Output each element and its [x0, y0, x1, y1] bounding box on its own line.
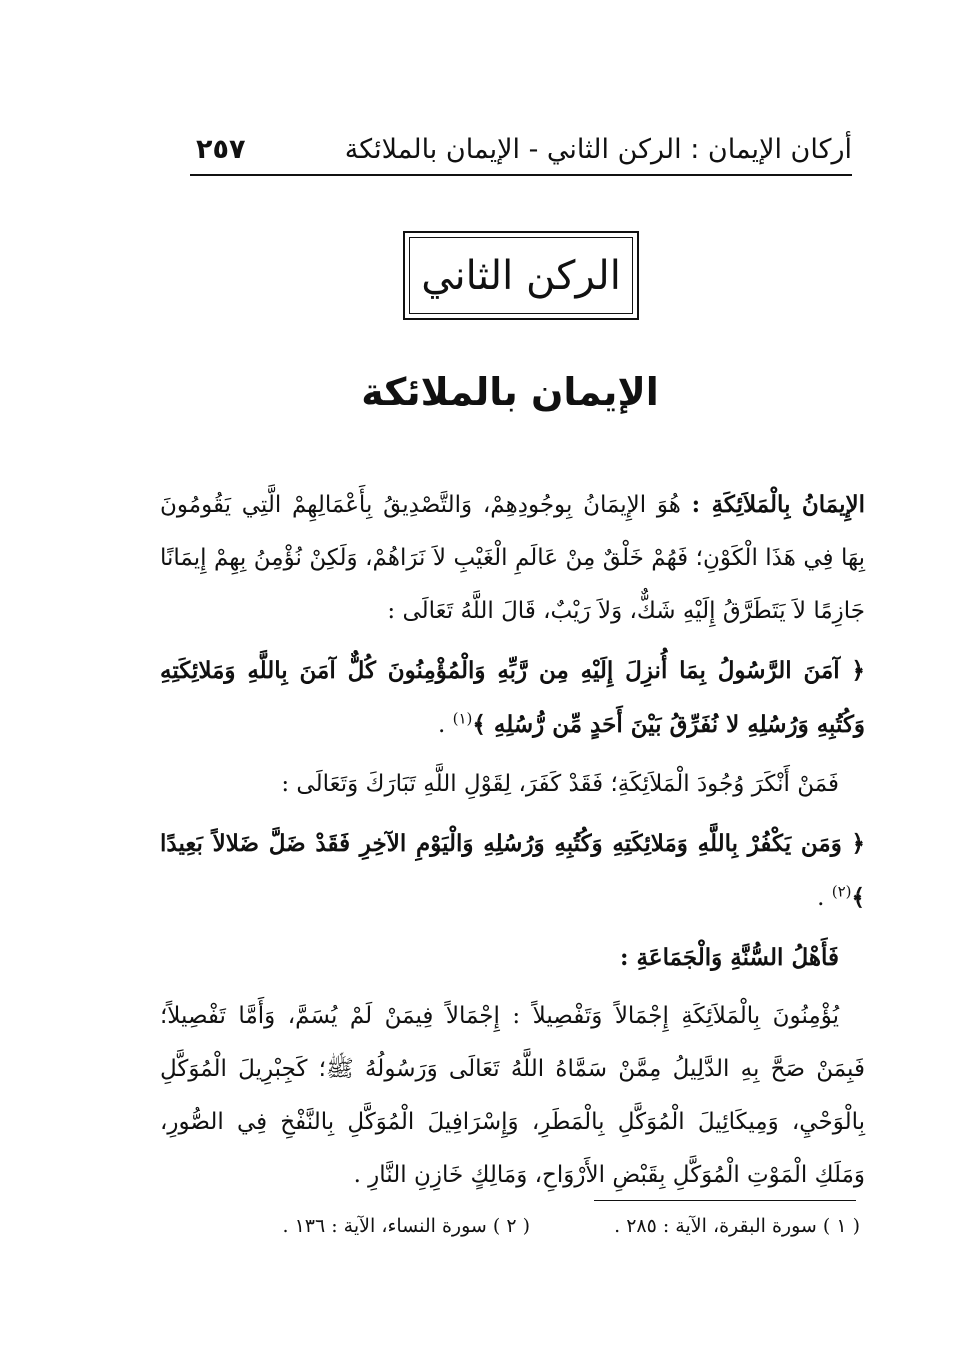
footnote-2: ( ٢ ) سورة النساء، الآية : ١٣٦ .: [282, 1215, 530, 1237]
header-divider: [190, 174, 852, 176]
page-number: ٢٥٧: [196, 134, 246, 165]
running-title: أركان الإيمان : الركن الثاني - الإيمان بالملائكة: [344, 134, 852, 165]
quran-verse-2: ﴿ وَمَن يَكْفُرْ بِاللَّهِ وَمَلائِكَتِهِ وَكُتُبِهِ وَرُسُلِهِ وَالْيَوْمِ الآخِرِ فَقَدْ ضَلَّ ضَلالاً بَعِيدًا ﴾$^{(٢)}$ .: [160, 830, 865, 911]
body-text: [160, 478, 865, 1202]
footnote-ref-2: (٢): [831, 882, 852, 901]
paragraph-denial: فَمَنْ أَنْكَرَ وُجُودَ الْمَلاَئِكَةِ؛ فَقَدْ كَفَرَ، لِقَوْلِ اللَّهِ تَبَارَكَ وَتَعَالَى :: [281, 771, 839, 797]
pillar-title-frame: [403, 231, 639, 320]
pillar-title: الركن الثاني: [409, 237, 633, 314]
running-header: [190, 128, 852, 172]
footnote-divider: [594, 1200, 856, 1201]
footnote-1: ( ١ ) سورة البقرة، الآية : ٢٨٥ .: [614, 1215, 860, 1237]
chapter-title: الإيمان بالملائكة: [361, 370, 659, 414]
footnote-ref-1: (١): [452, 709, 473, 728]
verse-1-text: ﴿ آمَنَ الرَّسُولُ بِمَا أُنزِلَ إِلَيْهِ مِن رَّبِّهِ وَالْمُؤْمِنُونَ كُلٌّ آمَنَ بِاللَّهِ وَمَلائِكَتِهِ وَكُتُبِهِ وَرُسُلِهِ لا نُفَرِّقُ بَيْنَ أَحَدٍ مِّن رُّسُلِهِ ﴾: [160, 657, 865, 738]
paragraph-belief: يُؤْمِنُونَ بِالْمَلاَئِكَةِ إِجْمَالاً وَتَفْصِيلاً : إِجْمَالاً فِيمَنْ لَمْ يُسَمَّ، وَأَمَّا تَفْصِيلاً؛ فَبِمَنْ صَحَّ بِهِ الدَّلِيلُ مِمَّنْ سَمَّاهُ اللَّهُ تَعَالَى وَرَسُولُهُ ﷺ؛ كَجِبْرِيلَ الْمُوَكَّلِ بِالْوَحْيِ، وَمِيكَائِيلَ الْمُوَكَّلِ بِالْمَطَرِ، وَإِسْرَافِيلَ الْمُوَكَّلِ بِالنَّفْخِ فِي الصُّورِ، وَمَلَكِ الْمَوْتِ الْمُوَكَّلِ بِقَبْضِ الأَرْوَاحِ، وَمَالِكٍ خَازِنِ النَّارِ .: [160, 1003, 865, 1188]
paragraph-definition: [160, 478, 865, 638]
quran-verse-1: ﴿ آمَنَ الرَّسُولُ بِمَا أُنزِلَ إِلَيْهِ مِن رَّبِّهِ وَالْمُؤْمِنُونَ كُلٌّ آمَنَ بِاللَّهِ وَمَلائِكَتِهِ وَكُتُبِهِ وَرُسُلِهِ لا نُفَرِّقُ بَيْنَ أَحَدٍ مِّن رُّسُلِهِ ﴾$^{(١)}$ .: [160, 657, 865, 738]
footnotes: [170, 1215, 860, 1245]
verse-2-text: ﴿ وَمَن يَكْفُرْ بِاللَّهِ وَمَلائِكَتِهِ وَكُتُبِهِ وَرُسُلِهِ وَالْيَوْمِ الآخِرِ فَقَدْ ضَلَّ ضَلالاً بَعِيدًا ﴾: [160, 830, 865, 911]
definition-text: هُوَ الإِيمَانُ بِوجُودِهِمْ، وَالتَّصْدِيقُ بِأَعْمَالِهِمْ الَّتِي يَقُومُونَ بِهَا فِي هَذَا الْكَوْنِ؛ فَهُمْ خَلْقٌ مِنْ عَالَمِ الْغَيْبِ لاَ نَرَاهُمْ، وَلَكِنْ نُؤْمِنُ بِهِمْ إِيمَانًا جَازِمًا لاَ يَتَطَرَّقُ إِلَيْهِ شَكٌّ، وَلاَ رَيْبٌ، قَالَ اللَّهُ تَعَالَى :: [160, 492, 865, 624]
subheading: فَأَهْلُ السُّنَّةِ وَالْجَمَاعَةِ :: [620, 944, 839, 971]
definition-term: الإِيمَانُ بِالْمَلاَئِكَةِ :: [691, 491, 865, 518]
